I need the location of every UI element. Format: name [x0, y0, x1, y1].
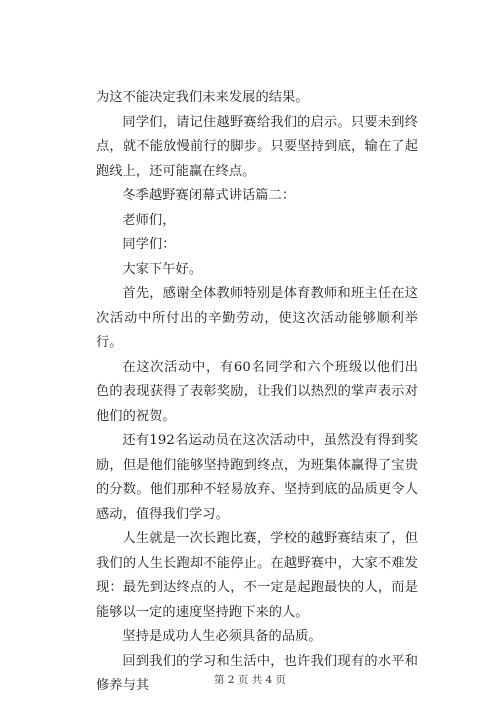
paragraph-1: 为这不能决定我们未来发展的结果。	[96, 90, 309, 105]
section-heading: 冬季越野赛闭幕式讲话篇二：	[122, 188, 296, 203]
document-body	[96, 86, 418, 699]
paragraph-awards: 在这次活动中，有60名同学和六个班级以他们出色的表现获得了表彰奖励，让我们以热烈的掌声表示对他们的祝贺。	[96, 359, 418, 424]
paragraph-persistence: 坚持是成功人生必须具备的品质。	[122, 629, 322, 644]
paragraph-2: 同学们，请记住越野赛给我们的启示。只要未到终点，就不能放慢前行的脚步。只要坚持到底，输在了起跑线上，还可能赢在终点。	[96, 114, 418, 179]
page-number-footer: 第 2 页 共 4 页	[213, 674, 287, 686]
salutation-teachers: 老师们，	[122, 212, 176, 228]
paragraph-athletes: 还有192名运动员在这次活动中，虽然没有得到奖励，但是他们能够坚持跑到终点，为班集体赢得了宝贵的分数。他们那种不轻易放弃、坚持到底的品质更令人感动，值得我们学习。	[96, 433, 418, 522]
paragraph-thanks: 首先，感谢全体教师特别是体育教师和班主任在这次活动中所付出的辛勤劳动，使这次活动能够顺利举行。	[96, 286, 418, 350]
greeting: 大家下午好。	[122, 261, 203, 277]
paragraph-life-race: 人生就是一次长跑比赛，学校的越野赛结束了，但我们的人生长跑却不能停止。在越野赛中，大家不难发现：最先到达终点的人，不一定是起跑最快的人，而是能够以一定的速度坚持跑下来的人。	[96, 531, 418, 620]
paragraph-study: 回到我们的学习和生活中，也许我们现有的水平和修养与其	[96, 653, 418, 693]
salutation-students: 同学们：	[122, 237, 176, 252]
